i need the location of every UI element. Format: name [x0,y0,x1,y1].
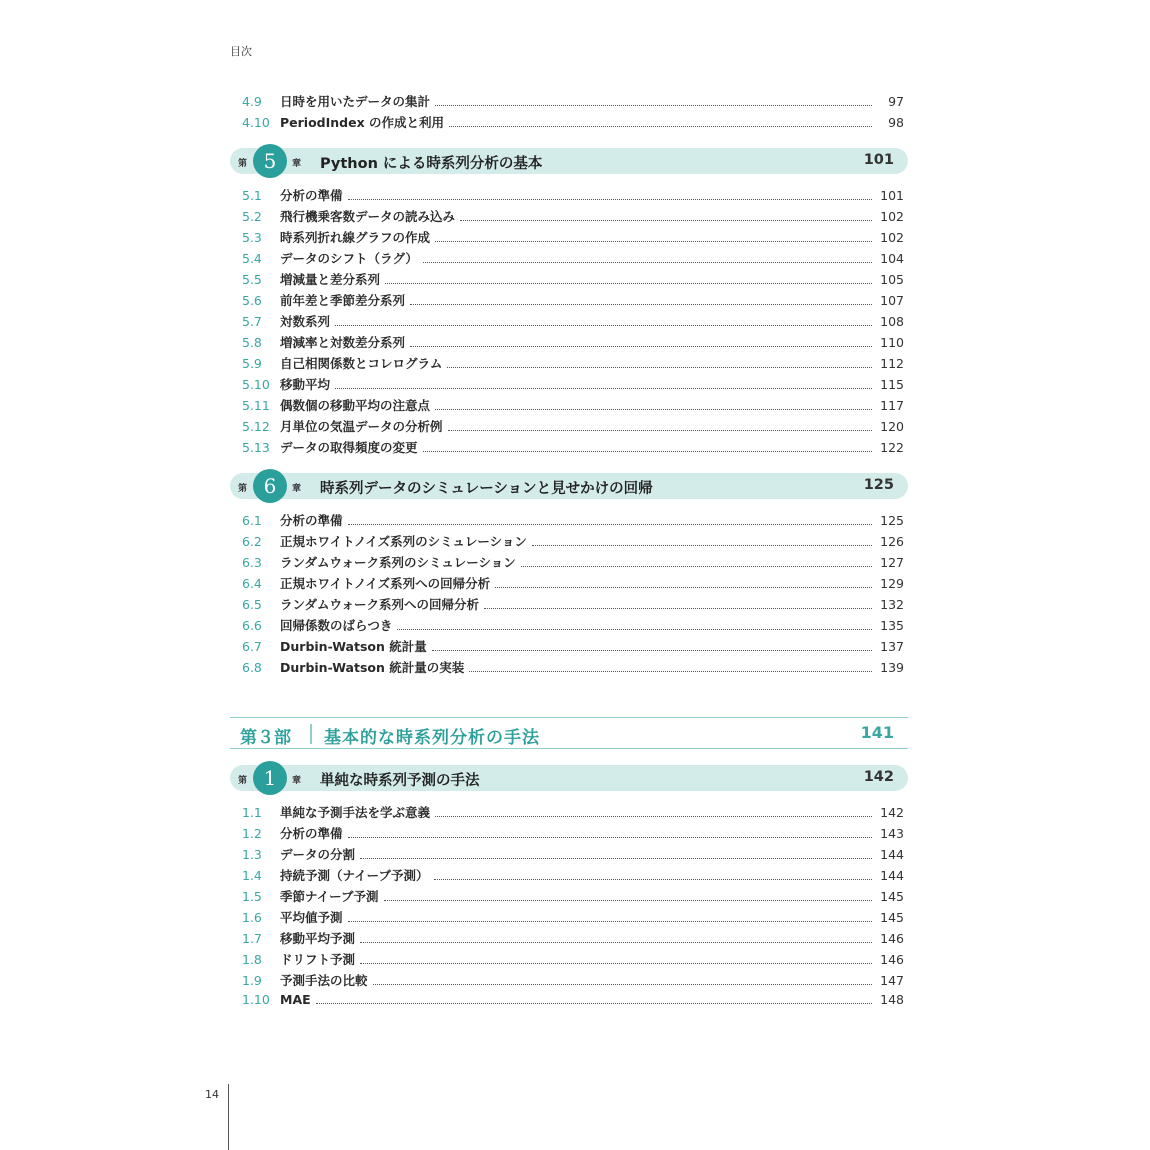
section-page: 105 [880,272,904,287]
section-page: 115 [880,377,904,392]
chapter-suffix: 章 [292,776,302,786]
section-page: 145 [880,889,904,904]
section-title: 増減率と対数差分系列 [280,335,406,350]
dot-leader [335,325,872,326]
section-page: 98 [888,115,904,130]
dot-leader [460,220,872,221]
chapter-page: 142 [863,769,894,785]
dot-leader [348,199,872,200]
section-number: 1.10 [242,992,270,1007]
section-number: 1.9 [242,973,262,988]
section-title: 持続予測（ナイーブ予測） [280,868,429,883]
section-number: 1.5 [242,889,262,904]
chapter-heading[interactable] [230,765,908,791]
section-number: 5.11 [242,398,270,413]
toc-entry[interactable] [230,595,908,616]
section-number: 4.10 [242,115,270,130]
dot-leader [360,963,872,964]
section-title: データのシフト（ラグ） [280,251,418,266]
section-title: 日時を用いたデータの集計 [280,94,431,109]
section-page: 122 [880,440,904,455]
section-number: 5.3 [242,230,262,245]
chapter-heading[interactable] [230,148,908,174]
section-title: ドリフト予測 [280,952,356,967]
section-title: 移動平均 [280,377,331,392]
section-number: 6.1 [242,513,262,528]
section-page: 102 [880,230,904,245]
section-title: 飛行機乗客数データの読み込み [280,209,456,224]
toc-entry[interactable] [230,417,908,438]
section-title: 前年差と季節差分系列 [280,293,406,308]
toc-entry[interactable] [230,803,908,824]
section-title: 平均値予測 [280,910,343,925]
section-number: 6.4 [242,576,262,591]
toc-entry[interactable] [230,396,908,417]
chapter-suffix: 章 [292,484,302,494]
section-title: 正規ホワイトノイズ系列のシミュレーション [280,534,527,549]
toc-entry[interactable] [230,574,908,595]
dot-leader [448,430,872,431]
section-page: 129 [880,576,904,591]
section-title: 自己相関係数とコレログラム [280,356,443,371]
section-title: 分析の準備 [280,826,343,841]
dot-leader [435,816,872,817]
section-page: 144 [880,847,904,862]
toc-entry[interactable] [230,249,908,270]
dot-leader [385,283,872,284]
toc-entry[interactable] [230,333,908,354]
dot-leader [384,900,872,901]
section-page: 135 [880,618,904,633]
chapter-number-badge: 6 [253,469,287,503]
section-page: 145 [880,910,904,925]
chapter-page: 101 [863,152,894,168]
section-title: 偶数個の移動平均の注意点 [280,398,431,413]
dot-leader [410,304,872,305]
dot-leader [335,388,872,389]
section-title: 対数系列 [280,314,331,329]
section-title: 回帰係数のばらつき [280,618,393,633]
dot-leader [521,566,872,567]
toc-entry[interactable] [230,291,908,312]
folio-rule [228,1084,229,1150]
section-number: 5.2 [242,209,262,224]
section-number: 6.8 [242,660,262,675]
section-number: 1.1 [242,805,262,820]
toc-entry[interactable] [230,375,908,396]
section-number: 4.9 [242,94,262,109]
section-number: 5.13 [242,440,270,455]
toc-entry[interactable] [230,887,908,908]
chapter-heading[interactable] [230,473,908,499]
dot-leader [435,105,872,106]
section-number: 6.3 [242,555,262,570]
section-number: 1.3 [242,847,262,862]
part-label: 第３部 [240,728,291,748]
section-number: 5.10 [242,377,270,392]
page-number: 14 [205,1088,219,1101]
section-page: 139 [880,660,904,675]
section-page: 104 [880,251,904,266]
chapter-number-badge: 5 [253,144,287,178]
chapter-prefix: 第 [238,159,248,169]
toc-entry[interactable] [230,992,908,1013]
chapter-page: 125 [863,477,894,493]
section-number: 6.6 [242,618,262,633]
part-divider [310,724,312,744]
dot-leader [484,608,872,609]
section-page: 132 [880,597,904,612]
dot-leader [360,942,872,943]
part-title: 基本的な時系列分析の手法 [324,728,540,748]
chapter-suffix: 章 [292,159,302,169]
section-number: 6.7 [242,639,262,654]
toc-entry[interactable] [230,312,908,333]
toc-entry[interactable] [230,845,908,866]
chapter-prefix: 第 [238,776,248,786]
toc-entry[interactable] [230,270,908,291]
toc-entry[interactable] [230,616,908,637]
section-title: 季節ナイーブ予測 [280,889,379,904]
section-page: 146 [880,931,904,946]
section-number: 5.9 [242,356,262,371]
dot-leader [423,262,872,263]
section-title: 分析の準備 [280,513,343,528]
section-page: 148 [880,992,904,1007]
section-page: 107 [880,293,904,308]
section-title: 予測手法の比較 [280,973,368,988]
toc-entry[interactable] [230,228,908,249]
table-of-contents [230,92,908,1013]
section-title: 分析の準備 [280,188,343,203]
section-page: 112 [880,356,904,371]
section-page: 137 [880,639,904,654]
chapter-title: 単純な時系列予測の手法 [320,773,480,789]
toc-entry[interactable] [230,971,908,992]
section-title: 移動平均予測 [280,931,356,946]
section-title: データの取得頻度の変更 [280,440,418,455]
section-number: 6.2 [242,534,262,549]
dot-leader [532,545,872,546]
section-title: データの分割 [280,847,356,862]
dot-leader [435,409,872,410]
section-page: 147 [880,973,904,988]
toc-entry[interactable] [230,438,908,459]
dot-leader [423,451,872,452]
toc-entry[interactable] [230,929,908,950]
section-title: ランダムウォーク系列への回帰分析 [280,597,480,612]
toc-entry[interactable] [230,207,908,228]
section-number: 5.1 [242,188,262,203]
section-title: 単純な予測手法を学ぶ意義 [280,805,431,820]
dot-leader [348,524,872,525]
chapter-title: 時系列データのシミュレーションと見せかけの回帰 [320,481,653,497]
section-page: 125 [880,513,904,528]
section-title: ランダムウォーク系列のシミュレーション [280,555,516,570]
toc-entry[interactable] [230,113,908,134]
dot-leader [449,126,872,127]
section-page: 143 [880,826,904,841]
section-page: 101 [880,188,904,203]
section-page: 146 [880,952,904,967]
section-page: 127 [880,555,904,570]
dot-leader [447,367,872,368]
toc-entry[interactable] [230,186,908,207]
toc-entry[interactable] [230,511,908,532]
section-number: 1.2 [242,826,262,841]
dot-leader [432,650,872,651]
section-title: 正規ホワイトノイズ系列への回帰分析 [280,576,491,591]
section-number: 1.8 [242,952,262,967]
section-title: 増減量と差分系列 [280,272,381,287]
toc-entry[interactable] [230,354,908,375]
dot-leader [410,346,872,347]
part-page: 141 [860,723,894,742]
section-page: 126 [880,534,904,549]
dot-leader [316,1003,872,1004]
section-title: 時系列折れ線グラフの作成 [280,230,431,245]
chapter-title: Python による時系列分析の基本 [320,156,543,172]
section-number: 1.6 [242,910,262,925]
section-number: 5.4 [242,251,262,266]
toc-entry[interactable] [230,637,908,658]
section-number: 1.7 [242,931,262,946]
dot-leader [435,241,872,242]
section-page: 117 [880,398,904,413]
section-number: 5.12 [242,419,270,434]
section-page: 102 [880,209,904,224]
dot-leader [373,984,872,985]
toc-entry[interactable] [230,908,908,929]
toc-entry[interactable] [230,92,908,113]
section-number: 5.7 [242,314,262,329]
dot-leader [348,921,872,922]
toc-entry[interactable] [230,950,908,971]
dot-leader [495,587,872,588]
chapter-number-badge: 1 [253,761,287,795]
running-head: 目次 [230,45,252,58]
section-title: Durbin-Watson 統計量 [280,639,427,654]
section-page: 144 [880,868,904,883]
dot-leader [348,837,872,838]
section-number: 1.4 [242,868,262,883]
section-page: 110 [880,335,904,350]
section-title: PeriodIndex の作成と利用 [280,115,445,130]
dot-leader [360,858,872,859]
section-title: Durbin-Watson 統計量の実装 [280,660,465,675]
section-page: 120 [880,419,904,434]
toc-entry[interactable] [230,824,908,845]
section-title: 月単位の気温データの分析例 [280,419,443,434]
section-title: MAE [280,992,311,1007]
section-number: 6.5 [242,597,262,612]
chapter-prefix: 第 [238,484,248,494]
dot-leader [397,629,872,630]
part-heading[interactable] [230,717,908,749]
section-number: 5.8 [242,335,262,350]
toc-entry[interactable] [230,658,908,679]
section-page: 108 [880,314,904,329]
dot-leader [469,671,872,672]
section-page: 97 [888,94,904,109]
section-number: 5.6 [242,293,262,308]
section-number: 5.5 [242,272,262,287]
toc-entry[interactable] [230,532,908,553]
dot-leader [434,879,872,880]
toc-entry[interactable] [230,866,908,887]
toc-entry[interactable] [230,553,908,574]
section-page: 142 [880,805,904,820]
